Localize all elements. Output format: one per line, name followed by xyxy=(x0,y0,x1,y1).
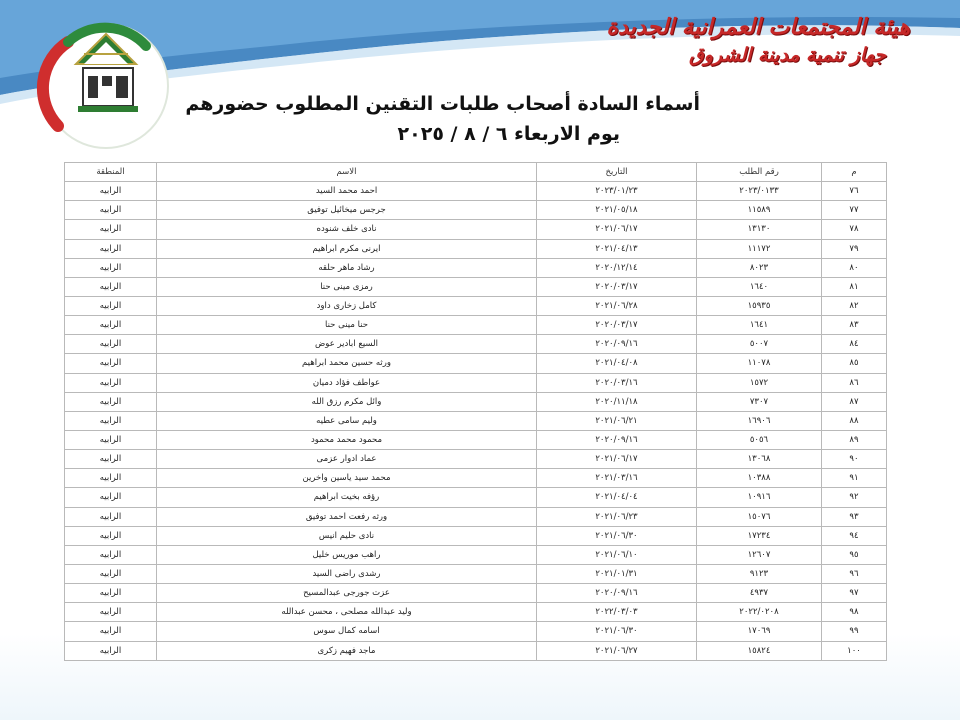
cell-region: الرابيه xyxy=(65,469,157,488)
cell-request: ١٧٢٣٤ xyxy=(697,526,822,545)
cell-date: ٢٠٢١/٠٦/٢٣ xyxy=(537,507,697,526)
cell-request: ١٦٩٠٦ xyxy=(697,411,822,430)
table-row xyxy=(65,239,887,258)
cell-request: ١٥٧٢ xyxy=(697,373,822,392)
cell-name: ورثه حسين محمد ابراهيم xyxy=(157,354,537,373)
cell-request: ١٦٤٠ xyxy=(697,277,822,296)
cell-request: ١٥٠٧٦ xyxy=(697,507,822,526)
cell-region: الرابيه xyxy=(65,220,157,239)
cell-date: ٢٠٢١/٠٦/٢١ xyxy=(537,411,697,430)
cell-region: الرابيه xyxy=(65,277,157,296)
table-row xyxy=(65,641,887,660)
cell-num: ٩٨ xyxy=(822,603,887,622)
cell-date: ٢٠٢١/٠٦/١٧ xyxy=(537,220,697,239)
cell-date: ٢٠٢١/٠٤/٠٤ xyxy=(537,488,697,507)
cell-num: ٩٣ xyxy=(822,507,887,526)
cell-name: رؤفه بخيت ابراهيم xyxy=(157,488,537,507)
cell-num: ٩٦ xyxy=(822,564,887,583)
cell-date: ٢٠٢١/٠٦/٣٠ xyxy=(537,526,697,545)
table-row xyxy=(65,277,887,296)
cell-name: نادى حليم انيس xyxy=(157,526,537,545)
cell-name: رشدى راضى السيد xyxy=(157,564,537,583)
cell-name: عماد ادوار عزمى xyxy=(157,450,537,469)
cell-region: الرابيه xyxy=(65,354,157,373)
header-name: الاسم xyxy=(157,163,537,182)
cell-num: ٩٧ xyxy=(822,584,887,603)
cell-request: ١٦٤١ xyxy=(697,316,822,335)
cell-name: احمد محمد السيد xyxy=(157,182,537,201)
cell-region: الرابيه xyxy=(65,488,157,507)
cell-region: الرابيه xyxy=(65,641,157,660)
table-row xyxy=(65,584,887,603)
cell-date: ٢٠٢١/٠٣/١٦ xyxy=(537,469,697,488)
cell-num: ٩١ xyxy=(822,469,887,488)
cell-request: ٩١٢٣ xyxy=(697,564,822,583)
cell-num: ٧٩ xyxy=(822,239,887,258)
cell-request: ٧٣٠٧ xyxy=(697,392,822,411)
table-header-row xyxy=(65,163,887,182)
cell-date: ٢٠٢٢/٠٣/٠٣ xyxy=(537,603,697,622)
cell-request: ١٧٠٦٩ xyxy=(697,622,822,641)
cell-request: ١٥٩٣٥ xyxy=(697,296,822,315)
table-row xyxy=(65,316,887,335)
cell-region: الرابيه xyxy=(65,526,157,545)
header-region: المنطقة xyxy=(65,163,157,182)
organization-logo xyxy=(28,6,183,156)
cell-name: حنا مينى حنا xyxy=(157,316,537,335)
table-row xyxy=(65,545,887,564)
cell-region: الرابيه xyxy=(65,564,157,583)
cell-name: نادى خلف شنوده xyxy=(157,220,537,239)
cell-region: الرابيه xyxy=(65,258,157,277)
table-row xyxy=(65,182,887,201)
cell-request: ١٣١٣٠ xyxy=(697,220,822,239)
organization-heading xyxy=(607,14,911,68)
cell-region: الرابيه xyxy=(65,201,157,220)
cell-region: الرابيه xyxy=(65,316,157,335)
cell-request: ١٣٠٦٨ xyxy=(697,450,822,469)
cell-date: ٢٠٢١/٠٦/٢٨ xyxy=(537,296,697,315)
cell-date: ٢٠٢٠/٠٣/١٧ xyxy=(537,316,697,335)
cell-region: الرابيه xyxy=(65,450,157,469)
table-row xyxy=(65,258,887,277)
table-row xyxy=(65,392,887,411)
table-row xyxy=(65,201,887,220)
cell-num: ٧٨ xyxy=(822,220,887,239)
table-row xyxy=(65,526,887,545)
cell-date: ٢٠٢١/٠٦/١٠ xyxy=(537,545,697,564)
cell-date: ٢٠٢١/٠٥/١٨ xyxy=(537,201,697,220)
cell-request: ١١٥٨٩ xyxy=(697,201,822,220)
cell-date: ٢٠٢١/٠٦/٢٧ xyxy=(537,641,697,660)
header-num: م xyxy=(822,163,887,182)
table-row xyxy=(65,220,887,239)
cell-num: ٨٩ xyxy=(822,430,887,449)
cell-num: ٩٢ xyxy=(822,488,887,507)
cell-request: ٥٠٠٧ xyxy=(697,335,822,354)
cell-region: الرابيه xyxy=(65,182,157,201)
header-request: رقم الطلب xyxy=(697,163,822,182)
table-row xyxy=(65,335,887,354)
table-body xyxy=(65,182,887,661)
document-title: أسماء السادة أصحاب طلبات التقنين المطلوب حضورهم xyxy=(185,93,700,115)
cell-request: ١٠٩١٦ xyxy=(697,488,822,507)
cell-name: ورثه رفعت احمد توفيق xyxy=(157,507,537,526)
cell-num: ٨٨ xyxy=(822,411,887,430)
cell-request: ١١٠٧٨ xyxy=(697,354,822,373)
table-row xyxy=(65,603,887,622)
cell-request: ٤٩٣٧ xyxy=(697,584,822,603)
cell-date: ٢٠٢٠/٠٩/١٦ xyxy=(537,584,697,603)
organization-name: هيئة المجتمعات العمرانية الجديدة xyxy=(606,15,910,40)
cell-region: الرابيه xyxy=(65,603,157,622)
cell-name: ماجد فهيم زكرى xyxy=(157,641,537,660)
cell-region: الرابيه xyxy=(65,584,157,603)
cell-region: الرابيه xyxy=(65,239,157,258)
cell-name: رمزى مينى حنا xyxy=(157,277,537,296)
cell-date: ٢٠٢١/٠٦/٣٠ xyxy=(537,622,697,641)
table-row xyxy=(65,373,887,392)
cell-date: ٢٠٢٠/٠٩/١٦ xyxy=(537,335,697,354)
cell-name: وليد عبدالله مصلحى ، محسن عبدالله xyxy=(157,603,537,622)
cell-date: ٢٠٢٠/١١/١٨ xyxy=(537,392,697,411)
table-row xyxy=(65,469,887,488)
cell-name: محمد سيد ياسين واخرين xyxy=(157,469,537,488)
cell-date: ٢٠٢١/٠٤/٠٨ xyxy=(537,354,697,373)
table-row xyxy=(65,354,887,373)
cell-request: ٢٠٢٢/٠٢٠٨ xyxy=(697,603,822,622)
cell-name: كامل زخارى داود xyxy=(157,296,537,315)
cell-request: ١٢٦٠٧ xyxy=(697,545,822,564)
table-row xyxy=(65,296,887,315)
cell-name: وليم سامى عطيه xyxy=(157,411,537,430)
cell-region: الرابيه xyxy=(65,296,157,315)
cell-num: ٨٥ xyxy=(822,354,887,373)
cell-region: الرابيه xyxy=(65,335,157,354)
cell-num: ٨٣ xyxy=(822,316,887,335)
cell-region: الرابيه xyxy=(65,545,157,564)
cell-request: ١١١٧٢ xyxy=(697,239,822,258)
cell-date: ٢٠٢٠/٠٣/١٦ xyxy=(537,373,697,392)
cell-num: ٩٤ xyxy=(822,526,887,545)
cell-name: راهب موريس خليل xyxy=(157,545,537,564)
applicants-table xyxy=(64,162,887,661)
cell-num: ٩٠ xyxy=(822,450,887,469)
table-row xyxy=(65,507,887,526)
table-row xyxy=(65,622,887,641)
cell-num: ١٠٠ xyxy=(822,641,887,660)
cell-date: ٢٠٢١/٠٦/١٧ xyxy=(537,450,697,469)
cell-name: عزت جورجى عبدالمسيح xyxy=(157,584,537,603)
cell-region: الرابيه xyxy=(65,430,157,449)
branch-name: جهاز تنمية مدينة الشروق xyxy=(688,44,886,66)
cell-region: الرابيه xyxy=(65,622,157,641)
cell-request: ١٠٣٨٨ xyxy=(697,469,822,488)
cell-date: ٢٠٢١/٠١/٣١ xyxy=(537,564,697,583)
cell-request: ٥٠٥٦ xyxy=(697,430,822,449)
cell-date: ٢٠٢٣/٠١/٢٣ xyxy=(537,182,697,201)
cell-name: السيع ابادير عوض xyxy=(157,335,537,354)
cell-num: ٧٦ xyxy=(822,182,887,201)
cell-region: الرابيه xyxy=(65,373,157,392)
cell-num: ٧٧ xyxy=(822,201,887,220)
cell-date: ٢٠٢٠/٠٩/١٦ xyxy=(537,430,697,449)
cell-name: محمود محمد محمود xyxy=(157,430,537,449)
cell-name: ايرنى مكرم ابراهيم xyxy=(157,239,537,258)
header-date: التاريخ xyxy=(537,163,697,182)
cell-region: الرابيه xyxy=(65,392,157,411)
cell-request: ٨٠٢٣ xyxy=(697,258,822,277)
cell-num: ٨٢ xyxy=(822,296,887,315)
cell-num: ٨٦ xyxy=(822,373,887,392)
cell-name: وائل مكرم رزق الله xyxy=(157,392,537,411)
cell-name: اسامه كمال سوس xyxy=(157,622,537,641)
cell-num: ٨٠ xyxy=(822,258,887,277)
table-row xyxy=(65,430,887,449)
cell-request: ٢٠٢٣/٠١٣٣ xyxy=(697,182,822,201)
cell-num: ٨٧ xyxy=(822,392,887,411)
cell-date: ٢٠٢٠/١٢/١٤ xyxy=(537,258,697,277)
table-row xyxy=(65,450,887,469)
cell-request: ١٥٨٢٤ xyxy=(697,641,822,660)
table-row xyxy=(65,488,887,507)
cell-num: ٩٩ xyxy=(822,622,887,641)
table-row xyxy=(65,411,887,430)
cell-date: ٢٠٢١/٠٤/١٣ xyxy=(537,239,697,258)
document-date-line: يوم الاربعاء ٦ / ٨ / ٢٠٢٥ xyxy=(397,123,620,145)
cell-region: الرابيه xyxy=(65,411,157,430)
cell-num: ٨٤ xyxy=(822,335,887,354)
cell-name: جرجس ميخائيل توفيق xyxy=(157,201,537,220)
table-row xyxy=(65,564,887,583)
cell-num: ٨١ xyxy=(822,277,887,296)
cell-date: ٢٠٢٠/٠٣/١٧ xyxy=(537,277,697,296)
cell-region: الرابيه xyxy=(65,507,157,526)
cell-num: ٩٥ xyxy=(822,545,887,564)
cell-name: عواطف فؤاد دميان xyxy=(157,373,537,392)
cell-name: رشاد ماهر حلقه xyxy=(157,258,537,277)
